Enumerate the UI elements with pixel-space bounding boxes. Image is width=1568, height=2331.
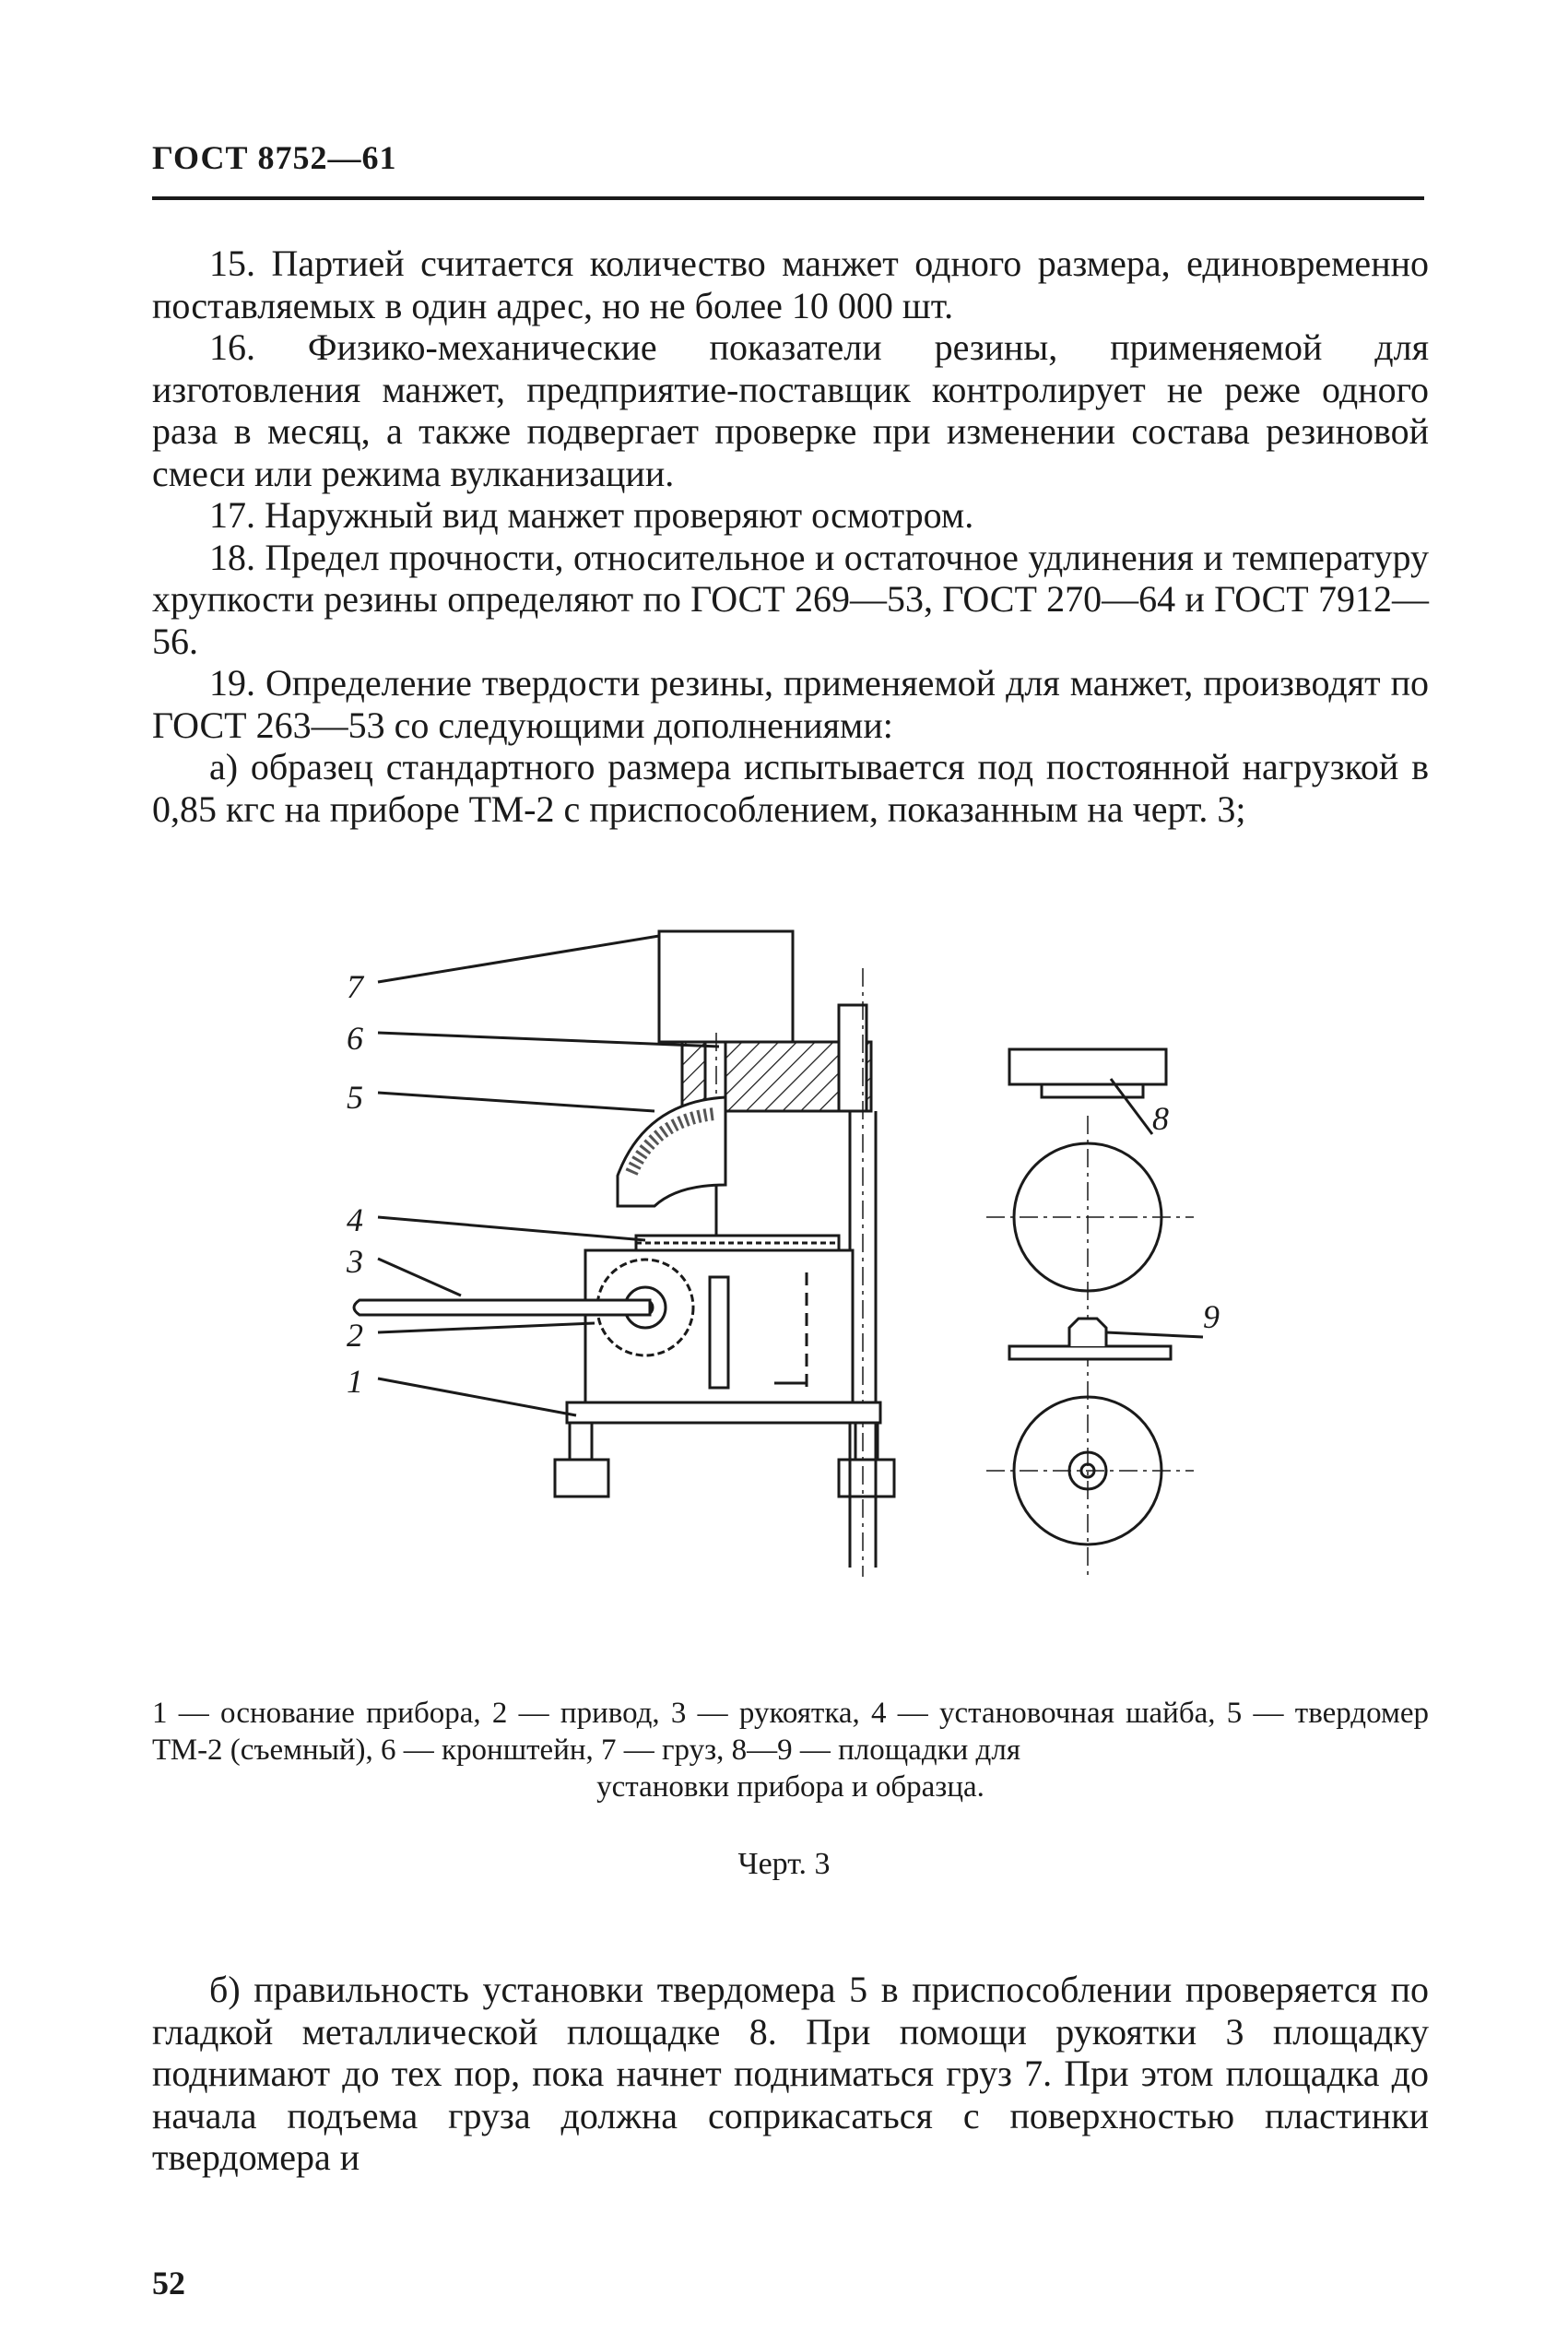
label-6: 6 — [347, 1020, 363, 1057]
label-9: 9 — [1203, 1298, 1220, 1335]
paragraph-18: 18. Предел прочности, относительное и остаточное удлинения и температуру хрупкости резины определяют по ГОСТ 269—53, ГОСТ 270—64 и ГОСТ 7912—56. — [152, 536, 1429, 662]
paragraph-17: 17. Наружный вид манжет проверяют осмотром. — [209, 494, 974, 536]
header-rule — [152, 196, 1424, 200]
label-2: 2 — [347, 1317, 363, 1354]
document-header: ГОСТ 8752—61 — [152, 139, 397, 176]
hardness-tester-drawing — [341, 913, 1235, 1669]
page-number: 52 — [152, 2265, 185, 2301]
label-7: 7 — [347, 968, 363, 1005]
caption-line-1: 1 — основание прибора, 2 — привод, 3 — рукоятка, 4 — установочная шайба, 5 — твердомер ТМ-2 (съемный), 6 — кронштейн, 7 — груз, 8—9 — площадки для — [152, 1697, 1429, 1767]
label-3: 3 — [347, 1243, 363, 1280]
base-plate — [567, 1402, 880, 1423]
figure-caption — [152, 1695, 1429, 1805]
platform-9 — [1009, 1346, 1171, 1359]
crank-handle — [354, 1300, 650, 1315]
text-block-bottom — [152, 1969, 1429, 2179]
figure-title: Черт. 3 — [737, 1847, 831, 1881]
paragraph-19: 19. Определение твердости резины, применяемой для манжет, производят по ГОСТ 263—53 со следующими дополнениями: — [152, 662, 1429, 746]
label-1: 1 — [347, 1363, 363, 1400]
platform-8 — [1009, 1049, 1166, 1084]
label-4: 4 — [347, 1201, 363, 1238]
label-8: 8 — [1152, 1100, 1169, 1137]
label-5: 5 — [347, 1079, 363, 1116]
paragraph-15: 15. Партией считается количество манжет одного размера, единовременно поставляемых в один адрес, но не более 10 000 шт. — [152, 243, 1429, 326]
paragraph-16: 16. Физико-механические показатели резины, применяемой для изготовления манжет, предприятие-поставщик контролирует не реже одного раза в месяц, а также подвергает проверке при изменении состава резиновой смеси или режима вулканизации. — [152, 326, 1429, 494]
paragraph-19a: а) образец стандартного размера испытывается под постоянной нагрузкой в 0,85 кгс на приборе ТМ-2 с приспособлением, показанным на черт. 3; — [152, 746, 1429, 830]
text-block-top — [152, 243, 1429, 830]
tester-gauge — [618, 1097, 725, 1206]
drive-housing — [585, 1250, 853, 1402]
paragraph-19b: б) правильность установки твердомера 5 в приспособлении проверяется по гладкой металлической площадке 8. При помощи рукоятки 3 площадку поднимают до тех пор, пока начнет подниматься груз 7. При этом площадка до начала подъема груза должна соприкасаться с поверхностью пластинки твердомера и — [152, 1969, 1429, 2178]
caption-line-2: установки прибора и образца. — [596, 1770, 984, 1804]
weight-block — [659, 931, 793, 1042]
